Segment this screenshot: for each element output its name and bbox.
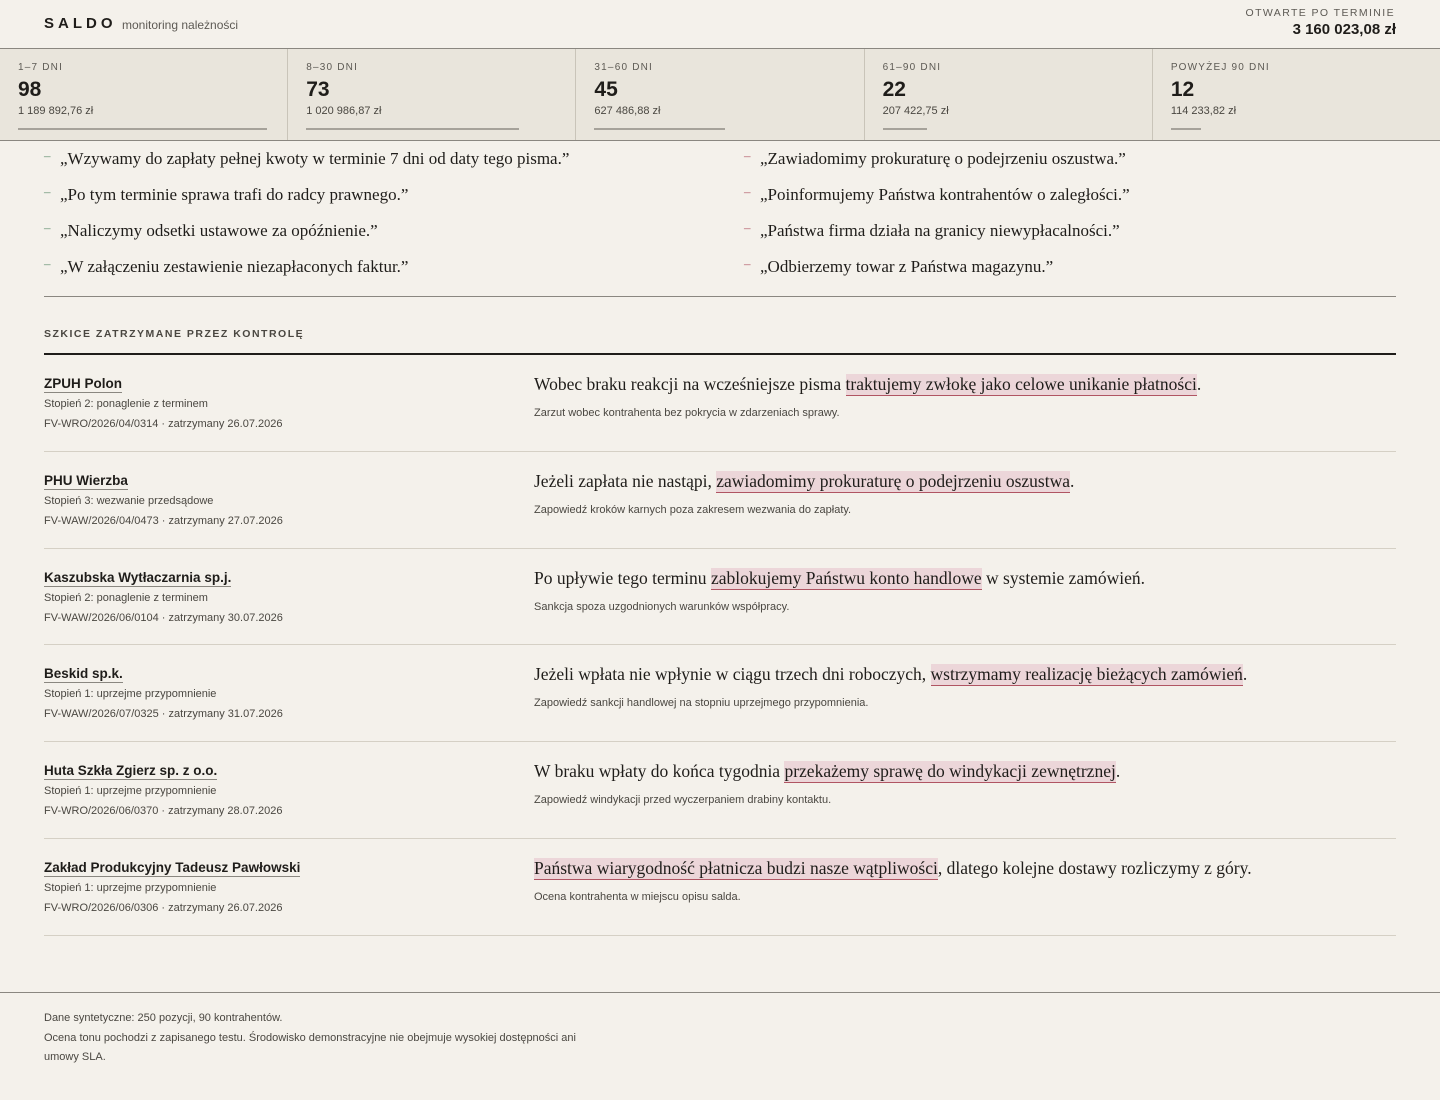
draft-row [44,839,1396,936]
footer [0,992,1440,1100]
blocked-phrase [744,141,1130,177]
draft-sentence [534,374,1396,395]
draft-stage: Stopień 1: uprzejme przypomnienie [44,785,217,798]
bucket-31-60-days[interactable] [576,49,864,140]
bucket-over-90-days[interactable] [1153,49,1440,140]
allowed-phrase [44,249,569,285]
contractor-link[interactable]: Beskid sp.k. [44,666,123,682]
bucket-amount: 207 422,75 zł [882,105,949,117]
flagged-phrase: zablokujemy Państwu konto handlowe [710,567,982,588]
contractor-link[interactable]: Huta Szkła Zgierz sp. z o.o. [44,763,218,779]
contractor-link[interactable]: PHU Wierzba [44,472,128,488]
brand-logo[interactable]: SALDO [44,15,117,32]
draft-reference: FV-WAW/2026/04/0473 · zatrzymany 27.07.2026 [44,514,283,527]
bucket-share-bar [306,128,519,130]
dash-icon: – [744,220,751,235]
flagged-phrase: Państwa wiarygodność płatnicza budzi nasze wątpliwości [534,857,938,878]
bucket-share-bar [1171,128,1201,130]
draft-stage: Stopień 3: wezwanie przedsądowe [44,494,214,507]
phrase-text: „Poinformujemy Państwa kontrahentów o zaległości.” [760,185,1130,204]
aging-buckets [0,49,1440,141]
dash-icon: – [44,148,51,163]
bucket-count: 12 [1170,78,1195,101]
bucket-61-90-days[interactable] [865,49,1153,140]
draft-reason: Zapowiedź kroków karnych poza zakresem wezwania do zapłaty. [534,503,852,516]
draft-reason: Zapowiedź sankcji handlowej na stopniu uprzejmego przypomnienia. [534,697,869,710]
draft-reference: FV-WRO/2026/04/0314 · zatrzymany 26.07.2026 [44,418,283,430]
sentence-after: . [1196,374,1202,394]
phrase-text: „Wzywamy do zapłaty pełnej kwoty w terminie 7 dni od daty tego pisma.” [60,149,570,168]
draft-sentence [534,471,1396,492]
draft-reason: Zapowiedź windykacji przed wyczerpaniem drabiny kontaktu. [534,794,832,807]
draft-sentence [534,858,1396,879]
tone-phrases [44,141,1396,297]
blocked-phrase [744,213,1130,249]
overdue-total-label: OTWARTE PO TERMINIE [1245,7,1395,19]
footer-disclaimer-cont: umowy SLA. [44,1051,106,1063]
draft-row [44,742,1396,839]
bucket-count: 73 [306,78,330,101]
draft-row [44,549,1396,646]
contractor-link[interactable]: ZPUH Polon [44,376,122,391]
dash-icon: – [744,256,751,271]
blocked-phrases-list [744,141,1130,285]
sentence-before: Po upływie tego terminu [534,567,711,588]
sentence-after: . [1115,761,1121,782]
allowed-phrase [44,213,569,249]
draft-row [44,645,1396,742]
dash-icon: – [44,184,51,199]
overdue-total-value: 3 160 023,08 zł [1292,21,1396,38]
bucket-amount: 114 233,82 zł [1170,105,1237,117]
bucket-label: 8–30 DNI [306,62,359,73]
dash-icon: – [744,184,751,199]
bucket-label: 31–60 DNI [594,62,654,73]
bucket-label: POWYŻEJ 90 DNI [1170,62,1270,73]
blocked-phrase [744,249,1130,285]
draft-reference: FV-WRO/2026/06/0306 · zatrzymany 26.07.2026 [44,901,283,914]
flagged-phrase: przekażemy sprawę do windykacji zewnętrznej [784,761,1116,782]
sentence-after: . [1070,470,1075,491]
dash-icon: – [44,220,51,235]
bucket-label: 1–7 DNI [18,62,64,73]
bucket-label: 61–90 DNI [882,62,942,73]
dash-icon: – [44,256,51,271]
draft-sentence [534,761,1396,782]
contractor-link[interactable]: Kaszubska Wytłaczarnia sp.j. [44,569,232,585]
bucket-amount: 627 486,88 zł [594,105,661,117]
draft-reference: FV-WAW/2026/06/0104 · zatrzymany 30.07.2026 [44,611,283,624]
bucket-count: 22 [882,78,906,101]
bucket-share-bar [18,128,267,130]
sentence-before: Wobec braku reakcji na wcześniejsze pisma [534,374,846,394]
allowed-phrase [44,177,569,213]
flagged-phrase: traktujemy zwłokę jako celowe unikanie płatności [845,374,1197,394]
draft-row [44,355,1396,452]
draft-stage: Stopień 2: ponaglenie z terminem [44,398,208,410]
sentence-after: w systemie zamówień. [981,567,1145,588]
draft-stage: Stopień 1: uprzejme przypomnienie [44,688,217,701]
sentence-before: Jeżeli zapłata nie nastąpi, [534,470,717,491]
section-title: SZKICE ZATRZYMANE PRZEZ KONTROLĘ [44,328,305,340]
sentence-before: W braku wpłaty do końca tygodnia [534,761,785,782]
draft-reason: Sankcja spoza uzgodnionych warunków współpracy. [534,600,790,613]
bucket-count: 98 [18,78,42,101]
bucket-8-30-days[interactable] [288,49,576,140]
blocked-phrase [744,177,1130,213]
draft-sentence [534,664,1396,685]
flagged-phrase: zawiadomimy prokuraturę o podejrzeniu oszustwa [716,470,1070,491]
brand-subtitle: monitoring należności [122,18,239,32]
draft-reference: FV-WAW/2026/07/0325 · zatrzymany 31.07.2026 [44,708,283,721]
bucket-share-bar [883,128,927,130]
draft-stage: Stopień 1: uprzejme przypomnienie [44,881,217,894]
draft-row [44,452,1396,549]
bucket-1-7-days[interactable] [0,49,288,140]
draft-reference: FV-WRO/2026/06/0370 · zatrzymany 28.07.2026 [44,805,283,818]
top-bar [0,0,1440,49]
flagged-phrase: wstrzymamy realizację bieżących zamówień [930,664,1243,685]
allowed-phrase [44,141,569,177]
sentence-after: . [1242,664,1248,685]
allowed-phrases-list [44,141,569,285]
bucket-share-bar [594,128,725,130]
draft-reason: Ocena kontrahenta w miejscu opisu salda. [534,890,741,903]
footer-disclaimer: Ocena tonu pochodzi z zapisanego testu. Środowisko demonstracyjne nie obejmuje wysokiej dostępności ani [44,1032,576,1044]
held-drafts-list [44,355,1396,936]
phrase-text: „Odbierzemy towar z Państwa magazynu.” [760,257,1054,276]
bucket-amount: 1 189 892,76 zł [18,105,94,117]
phrase-text: „Po tym terminie sprawa trafi do radcy prawnego.” [60,185,409,204]
dash-icon: – [744,148,751,163]
phrase-text: „Państwa firma działa na granicy niewypłacalności.” [760,221,1120,240]
bucket-amount: 1 020 986,87 zł [306,105,382,117]
bucket-count: 45 [594,78,618,101]
draft-reason: Zarzut wobec kontrahenta bez pokrycia w zdarzeniach sprawy. [534,407,840,419]
draft-stage: Stopień 2: ponaglenie z terminem [44,591,208,604]
phrase-text: „W załączeniu zestawienie niezapłaconych faktur.” [60,257,409,276]
contractor-link[interactable]: Zakład Produkcyjny Tadeusz Pawłowski [44,859,301,875]
phrase-text: „Naliczymy odsetki ustawowe za opóźnienie.” [60,221,378,240]
sentence-after: , dlatego kolejne dostawy rozliczymy z góry. [937,857,1252,878]
phrase-text: „Zawiadomimy prokuraturę o podejrzeniu oszustwa.” [760,149,1126,168]
draft-sentence [534,568,1396,589]
footer-data-note: Dane syntetyczne: 250 pozycji, 90 kontrahentów. [44,1012,283,1024]
sentence-before: Jeżeli wpłata nie wpłynie w ciągu trzech dni roboczych, [534,664,931,685]
